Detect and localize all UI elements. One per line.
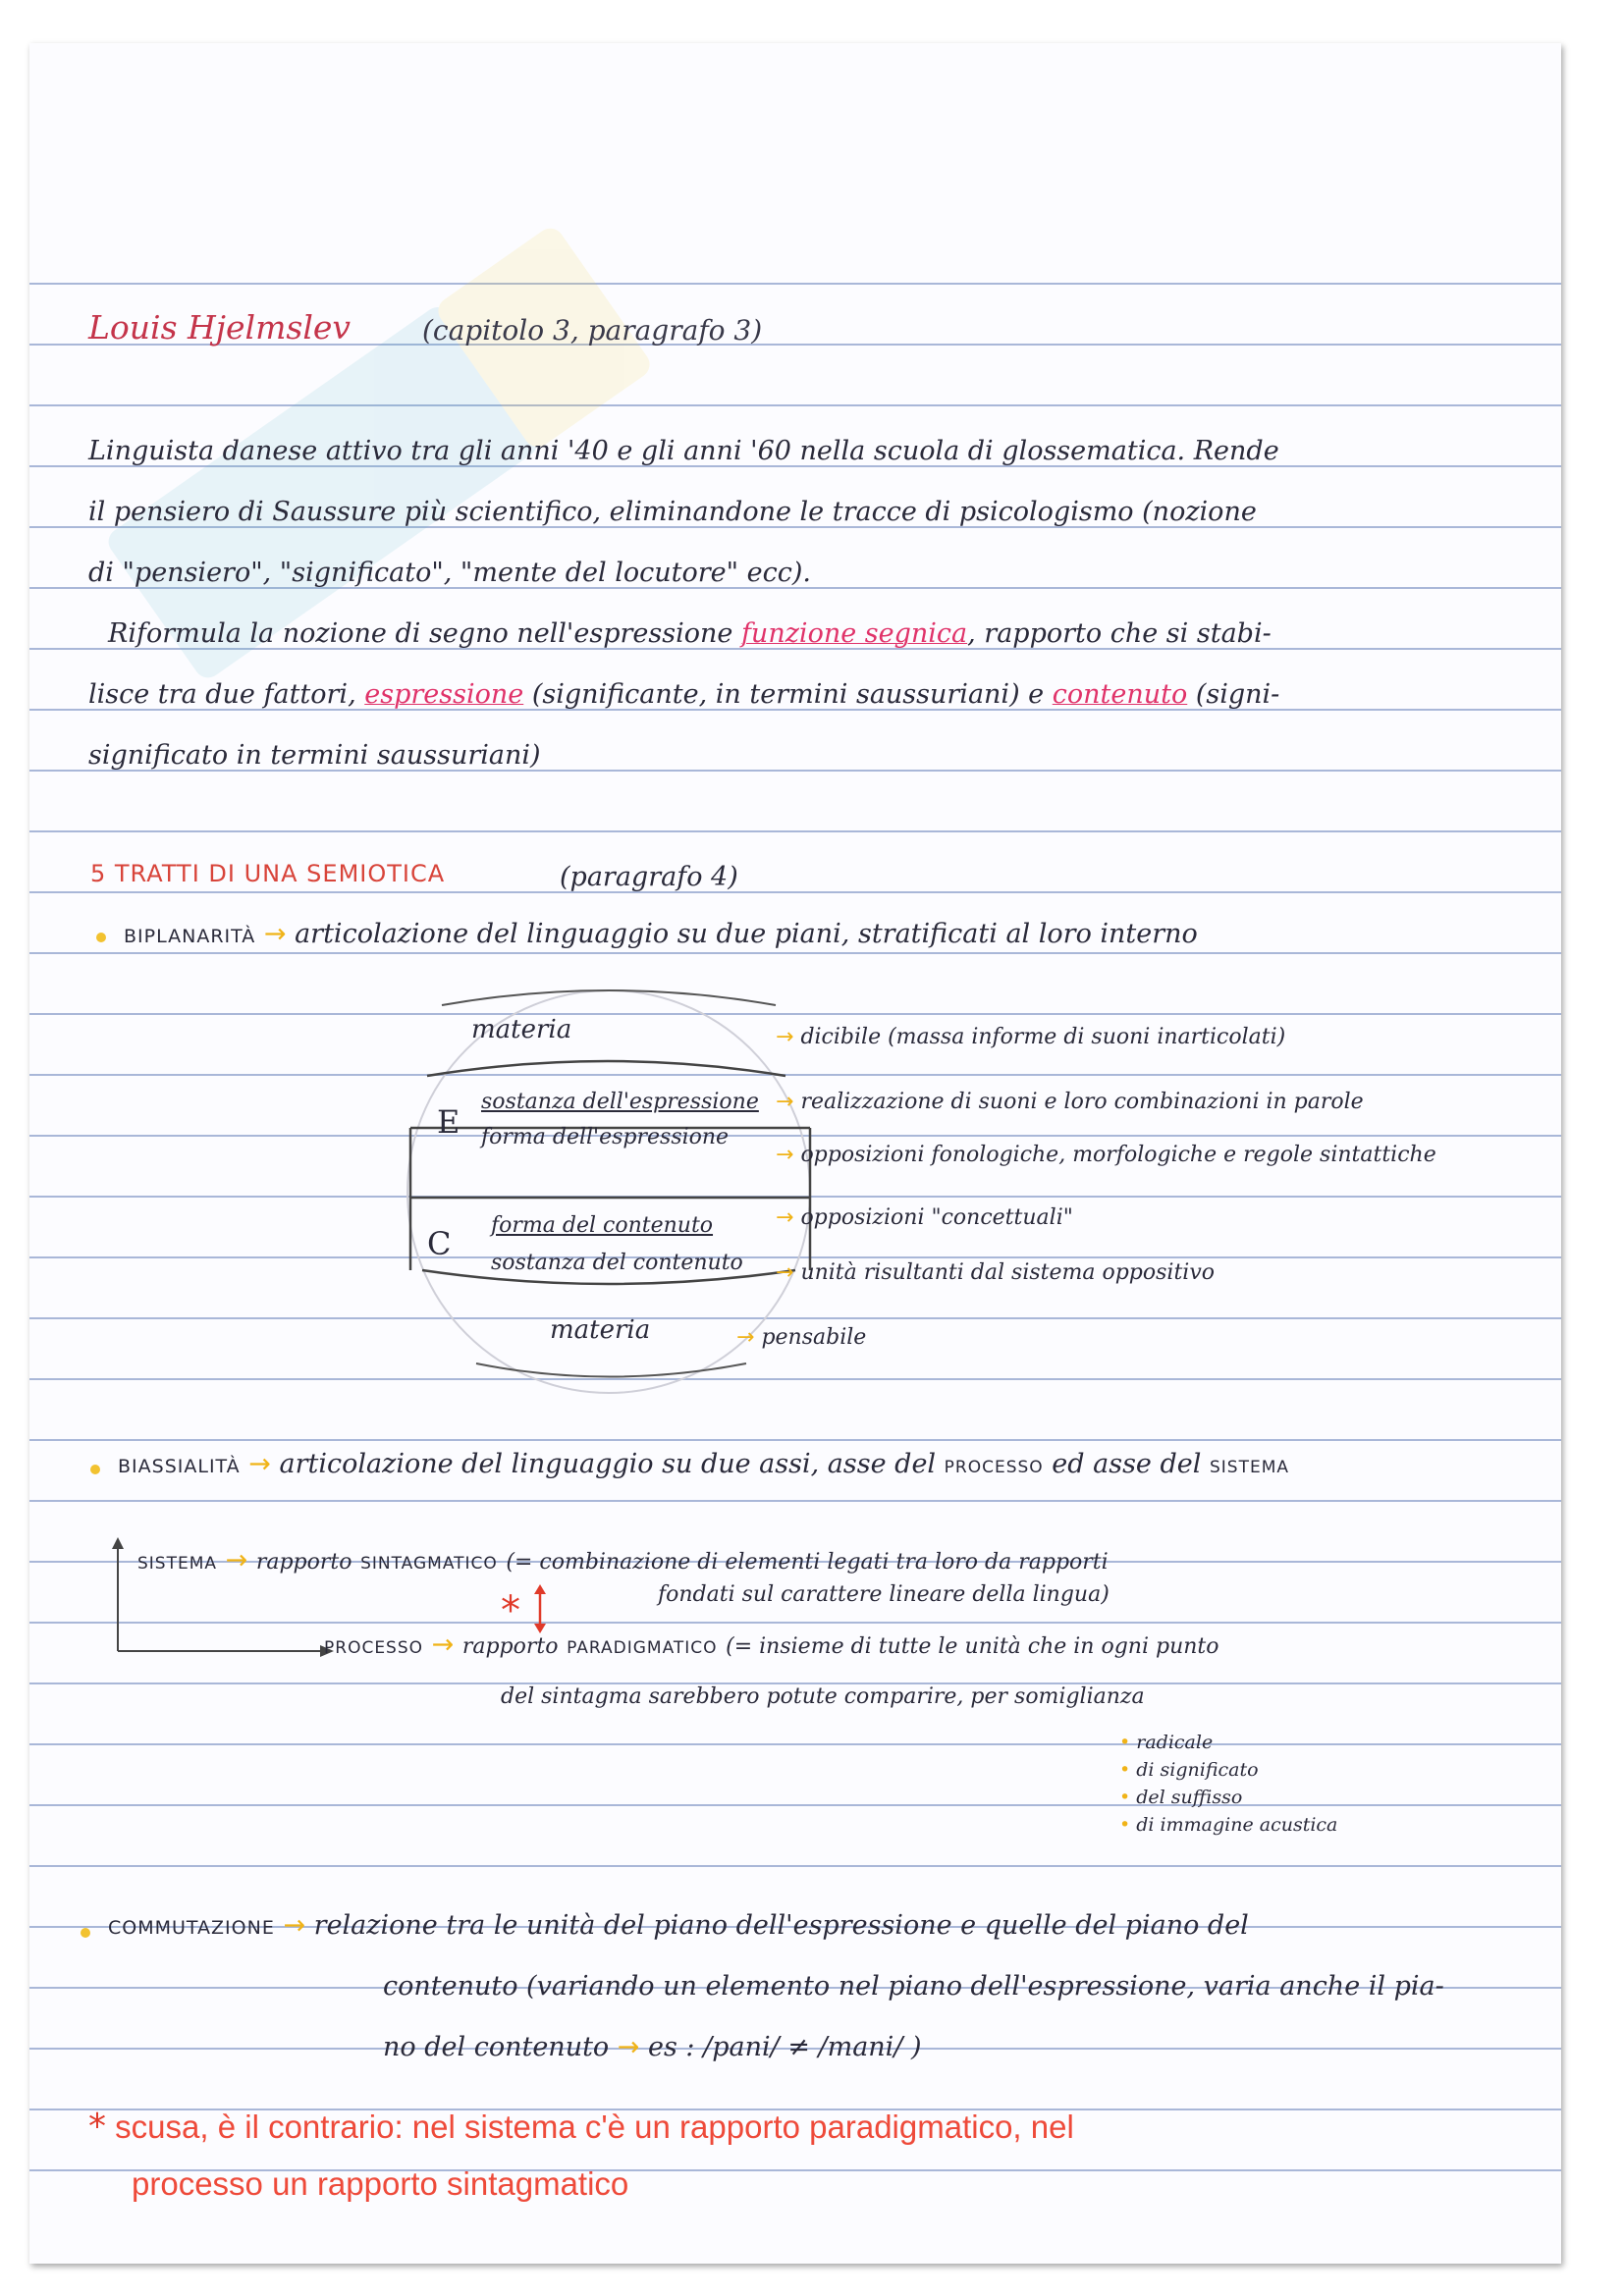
sistema-definition-1: (= combinazione di elementi legati tra loro da rapporti [506,1550,1109,1575]
somiglianza-text: di significato [1136,1759,1259,1781]
somiglianza-text: di immagine acustica [1136,1814,1338,1836]
arrow-right-icon: → [776,1090,794,1114]
note-asterisk-icon: * [88,2107,106,2147]
contenuto-term: contenuto [1052,679,1188,710]
processo-row [324,1629,1219,1660]
explanation-text: opposizioni "concettuali" [800,1205,1073,1230]
section-title [90,858,445,888]
example-text: /pani/ ≠ /mani/ ) [703,2032,922,2062]
sistema-label: SISTEMA [137,1554,218,1574]
reformulation-text: lisce tra due fattori, [88,679,356,710]
explanation-row [776,1260,1215,1285]
biassialita-label: BIASSIALITÀ [118,1456,241,1477]
bullet-icon: • [1119,1732,1131,1753]
bullet-icon: • [1119,1787,1131,1808]
somiglianza-item [1119,1732,1213,1753]
diagram-sostanza-contenuto: sostanza del contenuto [491,1251,743,1275]
arrow-right-icon: → [431,1629,455,1660]
diagram-C: C [427,1225,452,1262]
intro-line-4: significato in termini saussuriani) [88,740,541,771]
diagram-sostanza-espressione: sostanza dell'espressione [481,1090,759,1114]
somiglianza-text: del suffisso [1136,1787,1243,1808]
bullet-icon [90,1465,100,1474]
biassialita-text-mid: ed asse del [1052,1449,1202,1479]
correction-note [88,2099,1074,2213]
arrow-right-icon: → [225,1545,248,1575]
arrow-right-icon: → [263,919,287,949]
arrow-right-icon: → [776,1205,794,1230]
title-reference: (capitolo 3, paragrafo 3) [422,314,763,347]
somiglianza-item [1119,1759,1259,1781]
processo-label: PROCESSO [324,1638,424,1658]
arrow-right-icon: → [776,1143,794,1167]
explanation-text: opposizioni fonologiche, morfologiche e regole sintattiche [800,1143,1436,1167]
reformulation-line-2 [88,679,1279,710]
sintagmatico-term: SINTAGMATICO [360,1554,498,1574]
explanation-row [776,1090,1364,1114]
sistema-definition-2: fondati sul carattere lineare della lingua) [658,1582,1110,1607]
sistema-term: SISTEMA [1210,1458,1290,1477]
commutazione-line-2: contenuto (variando un elemento nel piano dell'espressione, varia anche il pia- [383,1971,1444,2002]
explanation-text: realizzazione di suoni e loro combinazioni in parole [800,1090,1364,1114]
arrow-right-icon: → [248,1449,271,1479]
biassialita-text: articolazione del linguaggio su due assi, asse del [279,1449,937,1479]
commutazione-text: relazione tra le unità del piano dell'espressione e quelle del piano del [313,1910,1249,1941]
arrow-right-icon: → [776,1025,794,1049]
note-line-2: processo un rapporto sintagmatico [132,2165,629,2202]
processo-definition-1: (= insieme di tutte le unità che in ogni punto [726,1634,1219,1659]
diagram-forma-contenuto: forma del contenuto [491,1213,714,1238]
arrow-right-icon: → [736,1325,755,1350]
arrow-right-icon: → [776,1260,794,1285]
section-reference: (paragrafo 4) [560,862,738,892]
commutazione-label: COMMUTAZIONE [108,1917,275,1939]
commutazione-line-3 [383,2032,922,2062]
explanation-row [776,1025,1285,1049]
double-arrow-icon [530,1582,550,1635]
explanation-text: dicibile (massa informe di suoni inarticolati) [800,1025,1286,1049]
explanation-text: unità risultanti dal sistema oppositivo [800,1260,1216,1285]
processo-term: PROCESSO [944,1458,1044,1477]
arrow-right-icon: → [617,2032,640,2062]
somiglianza-item [1119,1787,1242,1808]
biplanarita-text: articolazione del linguaggio su due piani, stratificati al loro interno [295,919,1198,949]
notebook-page [29,43,1561,2264]
intro-line-3: di "pensiero", "significato", "mente del locutore" ecc). [88,558,811,588]
arrow-right-icon: → [283,1910,306,1941]
somiglianza-item [1119,1814,1337,1836]
paradigmatico-term: PARADIGMATICO [567,1638,718,1658]
example-label: es : [648,2032,695,2062]
correction-asterisk-icon: * [501,1588,520,1633]
intro-line-1: Linguista danese attivo tra gli anni '40 e gli anni '60 nella scuola di glossematica. Rende [88,436,1279,466]
funzione-segnica-term: funzione segnica [740,618,968,649]
processo-definition-2: del sintagma sarebbero potute comparire, per somiglianza [501,1684,1145,1709]
biassialita-line [118,1449,1289,1479]
commutazione-text: no del contenuto [383,2032,610,2062]
diagram-top-materia: materia [471,1015,572,1044]
explanation-row [736,1325,866,1350]
reformulation-text-end: , rapporto che si stabi- [967,618,1272,649]
note-line-1: scusa, è il contrario: nel sistema c'è un rapporto paradigmatico, nel [115,2109,1074,2145]
diagram-bottom-materia: materia [550,1315,651,1345]
reformulation-line-1 [108,618,1272,649]
bullet-icon [81,1928,90,1938]
diagram-forma-espressione: forma dell'espressione [481,1125,730,1149]
bullet-icon: • [1119,1759,1131,1781]
intro-line-2: il pensiero di Saussure più scientifico, eliminandone le tracce di psicologismo (nozione [88,497,1257,527]
sistema-row [137,1545,1109,1575]
biplanarita-label: BIPLANARITÀ [124,926,256,947]
explanation-text: pensabile [761,1325,867,1350]
diagram-E: E [437,1103,460,1141]
explanation-row [776,1205,1073,1230]
somiglianza-text: radicale [1136,1732,1214,1753]
reformulation-text: Riformula la nozione di segno nell'espressione [108,618,733,649]
section-title-text: 5 TRATTI DI UNA SEMIOTICA [90,860,446,887]
page-title: Louis Hjelmslev [88,308,352,347]
reformulation-text-end: (signi- [1195,679,1280,710]
commutazione-line-1 [108,1910,1249,1941]
explanation-row [776,1143,1436,1167]
processo-text: rapporto [461,1634,559,1659]
bullet-icon [96,933,106,942]
espressione-term: espressione [364,679,524,710]
sistema-text: rapporto [255,1550,352,1575]
biplanarita-line [124,919,1198,949]
reformulation-text-mid: (significante, in termini saussuriani) e [531,679,1045,710]
bullet-icon: • [1119,1814,1131,1836]
